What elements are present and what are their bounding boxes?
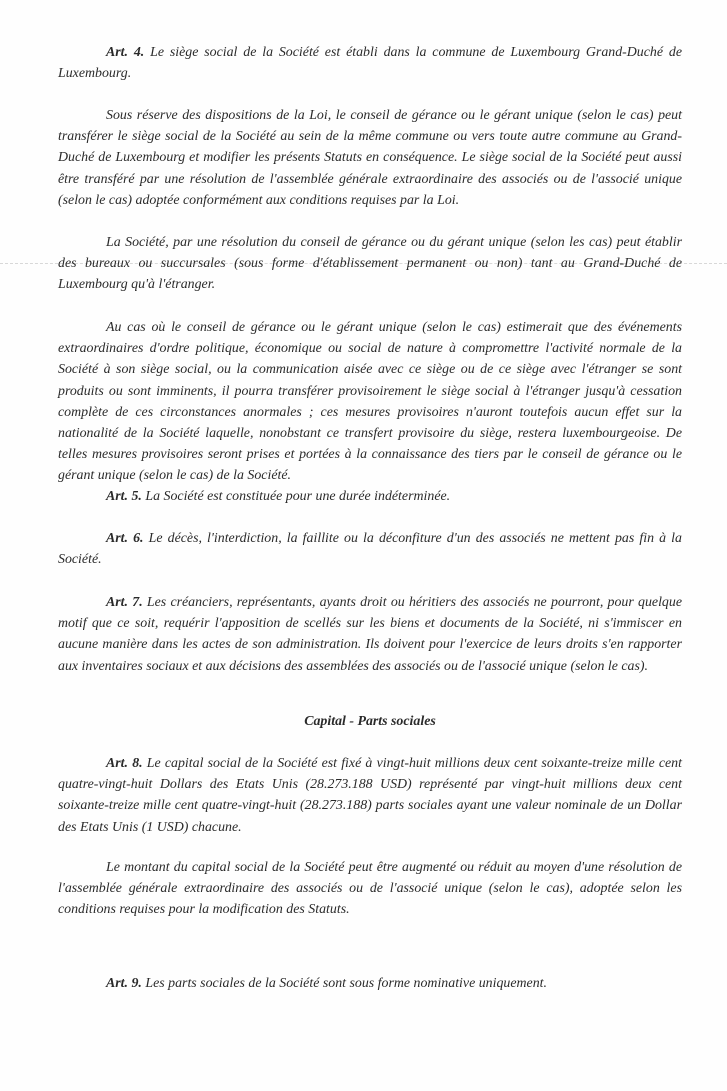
article-4-emergency-text: Au cas où le conseil de gérance ou le gérant unique (selon le cas) estimerait que des événements extraordinaires d'ordre politique, économique ou social de nature à compromettre l'activité normale de la Société à son siège social, ou la communication aisée avec ce siège ou de ce siège avec l'étranger se sont produits ou sont imminents, il pourra transférer provisoirement le siège social à l'étranger jusqu'à cessation complète de ces circonstances anormales ; ces mesures provisoires n'auront toutefois aucun effet sur la nationalité de la Société laquelle, nonobstant ce transfert provisoire du siège, restera luxembourgeoise. De telles mesures provisoires seront prises et portées à la connaissance des tiers par le conseil de gérance ou le gérant unique (selon le cas) de la Société.: [58, 320, 682, 484]
article-7-paragraph: [58, 592, 682, 677]
article-6-text: Le décès, l'interdiction, la faillite ou la déconfiture d'un des associés ne mettent pas fin à la Société.: [58, 531, 682, 568]
article-8-text: Le capital social de la Société est fixé à vingt-huit millions deux cent soixante-treize mille cent quatre-vingt-huit Dollars des Etats Unis (28.273.188 USD) représenté par vingt-huit millions deux cent soixante-treize mille cent quatre-vingt-huit (28.273.188) parts sociales ayant une valeur nominale de un Dollar des Etats Unis (1 USD) chacune.: [58, 756, 682, 835]
article-9-text: Les parts sociales de la Société sont sous forme nominative uniquement.: [141, 976, 548, 991]
article-7-text: Les créanciers, représentants, ayants droit ou héritiers des associés ne pourront, pour quelque motif que ce soit, requérir l'apposition de scellés sur les biens et documents de la Société, ni s'immiscer en aucune manière dans les actes de son administration. Ils doivent pour l'exercice de leurs droits s'en rapporter aux inventaires sociaux et aux décisions des assemblées des associés ou de l'associé unique (selon le cas).: [58, 595, 682, 674]
article-9-label: Art. 9.: [106, 976, 142, 991]
article-4-label: Art. 4.: [106, 45, 145, 60]
article-4-text: Le siège social de la Société est établi dans la commune de Luxembourg Grand-Duché de Luxembourg.: [58, 45, 682, 82]
article-8-label: Art. 8.: [106, 756, 143, 771]
article-4-transfer-paragraph: [58, 105, 682, 211]
article-5-label: Art. 5.: [106, 489, 142, 504]
article-8-paragraph: [58, 753, 682, 838]
article-4-transfer-text: Sous réserve des dispositions de la Loi, le conseil de gérance ou le gérant unique (selon le cas) peut transférer le siège social de la Société au sein de la même commune ou vers toute autre commune au Grand-Duché de Luxembourg et modifier les présents Statuts en conséquence. Le siège social de la Société peut aussi être transféré par une résolution de l'assemblée générale extraordinaire des associés ou de l'associé unique (selon le cas) adoptée conformément aux conditions requises par la Loi.: [58, 108, 682, 208]
article-4-paragraph: [58, 42, 682, 84]
section-heading: Capital - Parts sociales: [304, 714, 436, 729]
article-6-paragraph: [58, 528, 682, 570]
article-4-branches-text: La Société, par une résolution du conseil de gérance ou du gérant unique (selon les cas) peut établir des bureaux ou succursales (sous forme d'établissement permanent ou non) tant au Grand-Duché de Luxembourg qu'à l'étranger.: [58, 235, 682, 293]
article-4-emergency-paragraph: [58, 317, 682, 487]
article-4-branches-paragraph: [58, 232, 682, 296]
article-9-paragraph: [58, 973, 682, 994]
article-7-label: Art. 7.: [106, 595, 143, 610]
article-6-label: Art. 6.: [106, 531, 144, 546]
article-5-text: La Société est constituée pour une durée indéterminée.: [141, 489, 451, 504]
article-8-capital-change-paragraph: [58, 857, 682, 921]
article-8-capital-change-text: Le montant du capital social de la Société peut être augmenté ou réduit au moyen d'une résolution de l'assemblée générale extraordinaire des associés ou de l'associé unique (selon le cas), adoptée selon les conditions requises pour la modification des Statuts.: [58, 860, 682, 918]
article-5-paragraph: [58, 486, 682, 507]
